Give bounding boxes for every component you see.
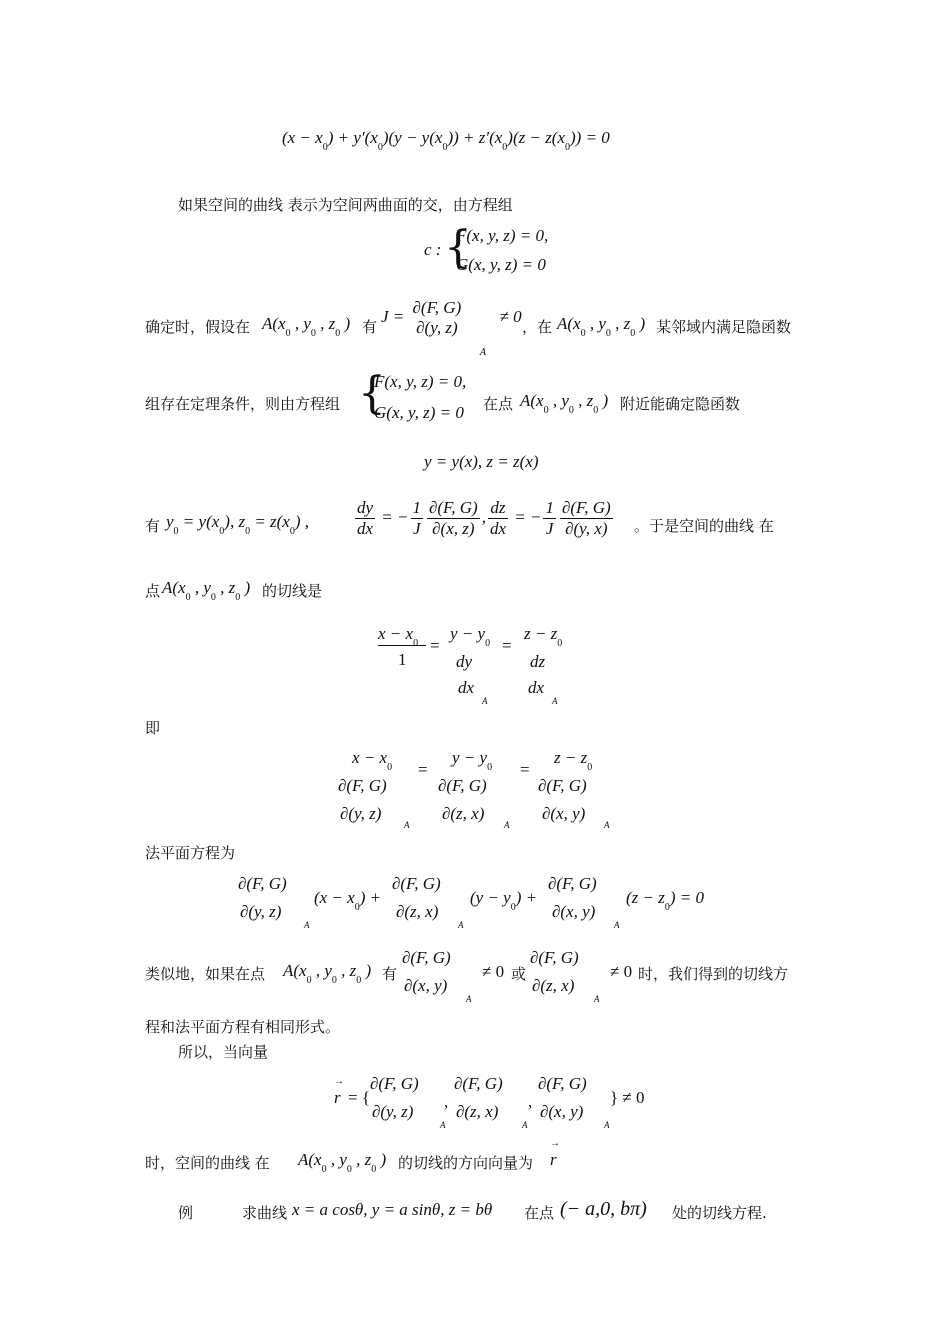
para3-text1: 组存在定理条件，则由方程组 [145, 395, 341, 413]
example-point: (− a,0, bπ) [560, 1198, 647, 1220]
tangent-plane-equation: $(x - x_0) + y'(x_0)(y - y(x_0)) + z'(x_0)(z - z(x_0)) = 0$ [282, 128, 610, 153]
para9-text1: 时，空间的曲线 在 [145, 1154, 270, 1172]
system-c-row2: G(x, y, z) = 0 [456, 255, 546, 274]
para2-text2: 有 [362, 318, 378, 336]
point-A-5: $A(x_0$ , $y_0$ , $z_0$ ) [283, 961, 372, 986]
example-text2: 在点 [524, 1204, 555, 1222]
example-label: 例 [178, 1204, 194, 1222]
para3-text3: 附近能确定隐函数 [620, 395, 741, 413]
system-c-label: c : [424, 240, 442, 259]
system-brace-2: { [358, 368, 386, 419]
para4-text2: 。于是空间的曲线 在 [634, 517, 774, 535]
vector-r-symbol: r → [550, 1150, 557, 1170]
system-brace: { [444, 222, 472, 273]
example-text3: 处的切线方程. [672, 1204, 767, 1222]
para2-text3: ，在 [522, 318, 553, 336]
point-A-4: $A(x_0$ , $y_0$ , $z_0$ ) [162, 578, 251, 603]
para9-text2: 的切线的方向向量为 [398, 1154, 534, 1172]
para5-text2: 的切线是 [262, 582, 323, 600]
point-A-2: $A(x_0$ , $y_0$ , $z_0$ ) [557, 314, 646, 339]
para6-text4: 时，我们得到的切线方 [638, 965, 789, 983]
para2-text4: 某邻域内满足隐函数 [656, 318, 792, 336]
example-text1: 求曲线 [242, 1204, 288, 1222]
label-normal-plane: 法平面方程为 [145, 844, 236, 862]
point-A-1: $A(x_0$ , $y_0$ , $z_0$ ) [262, 314, 351, 339]
point-A-6: $A(x_0$ , $y_0$ , $z_0$ ) [298, 1150, 387, 1175]
para4-text1: 有 [145, 517, 161, 535]
paragraph-intro: 如果空间的曲线 表示为空间两曲面的交，由方程组 [178, 196, 513, 214]
eval-at-A: A [480, 348, 487, 358]
point-A-3: $A(x_0$ , $y_0$ , $z_0$ ) [520, 391, 609, 416]
para7: 程和法平面方程有相同形式。 [145, 1018, 341, 1036]
para6-text1: 类似地，如果在点 [145, 965, 266, 983]
label-ji: 即 [145, 719, 161, 737]
jacobian-definition: J = ∂(F, G) ∂(y, z) ≠ 0 [381, 298, 522, 337]
para3-row1: F(x, y, z) = 0, [374, 372, 467, 391]
para2-text1: 确定时，假设在 [145, 318, 251, 336]
para5-text1: 点 [145, 582, 161, 600]
para8: 所以，当向量 [178, 1043, 269, 1061]
example-curve: x = a cosθ, y = a sinθ, z = bθ [292, 1200, 493, 1219]
implicit-functions: y = y(x), z = z(x) [424, 452, 539, 471]
para3-row2: G(x, y, z) = 0 [374, 403, 464, 422]
para6-text2: 有 [382, 965, 398, 983]
document-page: $(x - x_0) + y'(x_0)(y - y(x_0)) + z'(x_0)(z - z(x_0)) = 0$ 如果空间的曲线 表示为空间两曲面的交，由方程组 c : { F(x, y, z) = 0, G(x, y, z) = 0 确定时，假设在 $A(x_0$ , $y_0$ , $z_0$ ) 有 J = ∂(F, G) ∂(y, z) ≠ 0 A ，在 $A(x_0$ , $y_0$ , $z_0$ ) 某邻域内满足隐函数 组存在定理条件，则由方程组 { F(x, y, z) = 0, G(x, y, z) = 0 在点 $A(x_0$ , $y_0$ , $z_0$ ) 附近能确定隐函数 y = y(x), z = z(x) 有 $y_0 = y(x_0)$, $z_0 = z(x_0)$ , $\frac{dy}{dx}$ = − $\frac{1}{J}$ $\frac{\partial(F, G)}{\partial(x, z)}$ , $\frac{dz}{dx}$ = − $\frac{1}{J}$ $\frac{\partial(F, G)}{\partial(y, x)}$ 。于是空间的曲线 在 点 $A(x_0$ , $y_0$ , $z_0$ ) 的切线是 $x - x_0$ 1 = $y - y_0$ dy dx A = $z - z_0$ dz dx A 即 $x - x_0$ ∂(F, G) ∂(y, z) A = $y - y_0$ ∂(F, G) ∂(z, x) A = $z - z_0$ ∂(F, G) ∂(x, y) A 法平面方程为 ∂(F, G) ∂(y, z) A $(x - x_0)$ + ∂(F, G) ∂(z, x) A $(y - y_0)$ + ∂(F, G) ∂(x, y) A $(z - z_0) = 0$ 类似地，如果在点 $A(x_0$ , $y_0$ , $z_0$ ) 有 ∂(F, G) ∂(x, y) A ≠ 0 或 ∂(F, G) ∂(z, x) A ≠ 0 时，我们得到的切线方 程和法平面方程有相同形式。 所以，当向量 r → = { ∂(F, G) ∂(y, z) A , ∂(F, G) ∂(z, x) A , ∂(F, G) ∂(x, y) A } ≠ 0 时，空间的曲线 在 $A(x_0$ , $y_0$ , $z_0$ ) 的切线的方向向量为 r → 例 求曲线 x = a cosθ, y = a sinθ, z = bθ 在点 (− a,0, bπ) 处的切线方程. [0, 0, 950, 1344]
derivative-formulas: $\frac{dy}{dx}$ = − $\frac{1}{J}$ $\frac{\partial(F, G)}{\partial(x, z)}$ , $\frac{dz}{dx}$ = − $\frac{1}{J}$ $\frac{\partial(F, G)}{\partial(y, x)}$ [357, 498, 611, 538]
para3-text2: 在点 [483, 395, 514, 413]
para6-text3: 或 [511, 965, 527, 983]
system-c-row1: F(x, y, z) = 0, [456, 226, 549, 245]
initial-values: $y_0 = y(x_0)$, $z_0 = z(x_0)$ , [166, 512, 310, 537]
